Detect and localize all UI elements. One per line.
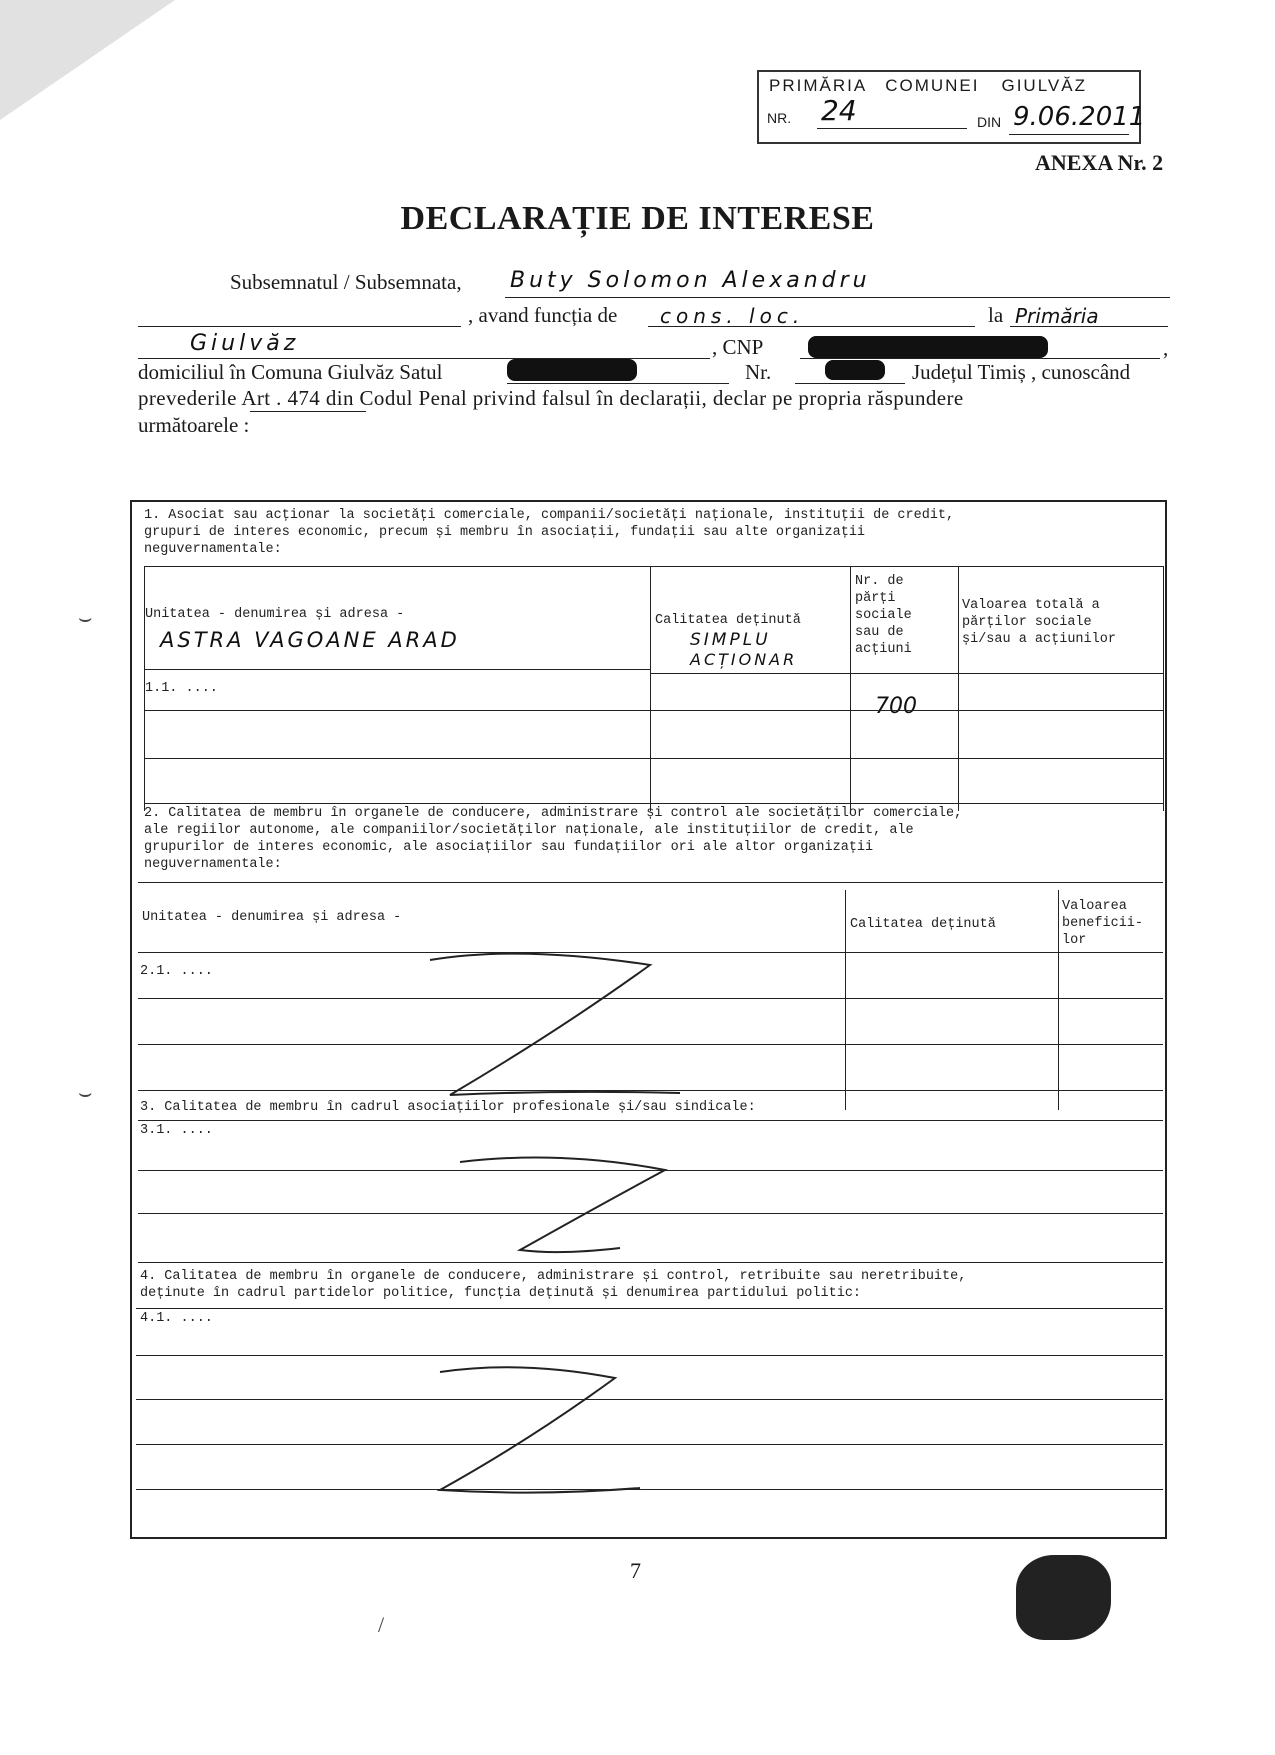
domiciliu-nr-label: Nr. <box>745 360 772 384</box>
nr-parti-line-1: Nr. de <box>855 574 904 589</box>
valoare-line-1: Valoarea totală a <box>962 598 1100 613</box>
section1-row-label: 1.1. .... <box>145 681 218 696</box>
institution-value: Giulvăz <box>190 331 300 356</box>
page-title: DECLARAȚIE DE INTERESE <box>400 200 875 237</box>
nr-parti-line-5: acțiuni <box>855 642 912 657</box>
domiciliu-label: domiciliul în Comuna Giulvăz Satul <box>138 360 443 384</box>
section2-heading-line-1: 2. Calitatea de membru în organele de conducere, administrare și control ale societăților comerciale, <box>144 806 963 821</box>
beneficii-line-1: Valoarea <box>1062 899 1127 914</box>
name-value: Buty Solomon Alexandru <box>510 268 871 293</box>
page-number: 7 <box>630 1558 641 1583</box>
valoare-line-2: părților sociale <box>962 615 1092 630</box>
section1-calitate-value-1: SIMPLU <box>690 630 771 650</box>
stamp-nr-value: 24 <box>821 94 857 127</box>
stamp-din-label: DIN <box>977 114 1002 130</box>
nr-parti-line-4: sau de <box>855 625 904 640</box>
cnp-comma: , <box>1163 336 1169 360</box>
section2-col-calitate-header: Calitatea deținută <box>850 917 996 932</box>
nr-parti-line-3: sociale <box>855 608 912 623</box>
annex-label: ANEXA Nr. 2 <box>1035 150 1164 175</box>
beneficii-line-2: beneficii- <box>1062 916 1144 931</box>
functia-label: , avand funcția de <box>468 303 618 327</box>
judet-label: Județul Timiș , cunoscând <box>912 360 1131 384</box>
margin-tick-1: ⌣ <box>78 605 93 630</box>
section1-unit-value: ASTRA VAGOANE ARAD <box>160 628 460 652</box>
section1-heading-line-2: grupuri de interes economic, precum și membru în asociații, fundații sau alte organizații <box>144 525 866 540</box>
stamp-word-primaria: PRIMĂRIA <box>769 76 868 95</box>
section3-heading: 3. Calitatea de membru în cadrul asociațiilor profesionale și/sau sindicale: <box>140 1100 756 1115</box>
beneficii-line-3: lor <box>1062 933 1087 948</box>
stamp-date-value: 9.06.2011 <box>1013 102 1146 132</box>
section4-heading-line-1: 4. Calitatea de membru în organele de conducere, administrare și control, retribuite sau neretribuite, <box>140 1269 967 1284</box>
prevederile-line: prevederile Art . 474 din Codul Penal privind falsul în declarații, declar pe propria răspundere <box>138 386 964 410</box>
margin-tick-2: ⌣ <box>78 1080 93 1105</box>
functia-value: cons. loc. <box>660 304 805 328</box>
valoare-line-3: și/sau a acțiunilor <box>962 632 1116 647</box>
section3-strike-mark <box>460 1158 665 1253</box>
section2-col-unit-header: Unitatea - denumirea și adresa - <box>142 910 402 925</box>
margin-tick-3: / <box>378 1612 385 1637</box>
section1-heading-line-1: 1. Asociat sau acționar la societăți comerciale, companii/societăți naționale, instituții de credit, <box>144 508 955 523</box>
la-value: Primăria <box>1015 304 1099 328</box>
section3-row-label: 3.1. .... <box>140 1123 213 1138</box>
stamp-nr-label: NR. <box>767 110 792 126</box>
section2-row-label: 2.1. .... <box>140 964 213 979</box>
section1-col-unit-header: Unitatea - denumirea și adresa - <box>145 607 405 622</box>
subsemnatul-label: Subsemnatul / Subsemnata, <box>230 270 462 294</box>
section1-nr-value: 700 <box>875 694 917 719</box>
section2-heading-line-4: neguvernamentale: <box>144 857 282 872</box>
section1-col-calitate-header: Calitatea deținută <box>655 613 801 628</box>
section4-heading-line-2: deținute în cadrul partidelor politice, funcția deținută și denumirea partidului politic: <box>140 1286 862 1301</box>
cnp-label: , CNP <box>712 335 764 359</box>
la-label: la <box>988 303 1004 327</box>
stamp-word-giulvaz: GIULVĂZ <box>1001 76 1087 95</box>
signature-redaction <box>1016 1555 1111 1640</box>
section4-strike-mark <box>440 1367 640 1492</box>
section1-heading-line-3: neguvernamentale: <box>144 542 282 557</box>
urmatoarele-label: următoarele : <box>138 413 250 437</box>
nr-parti-line-2: părți <box>855 591 896 606</box>
stamp-word-comunei: COMUNEI <box>885 76 980 95</box>
section2-strike-mark <box>430 954 680 1095</box>
section1-calitate-value-2: ACȚIONAR <box>690 650 798 669</box>
section2-heading-line-3: grupurilor de interes economic, ale asociațiilor sau fundațiilor ori ale altor organizații <box>144 840 874 855</box>
section4-row-label: 4.1. .... <box>140 1311 213 1326</box>
section2-heading-line-2: ale regiilor autonome, ale companiilor/societăților naționale, ale instituțiilor de credit, ale <box>144 823 914 838</box>
